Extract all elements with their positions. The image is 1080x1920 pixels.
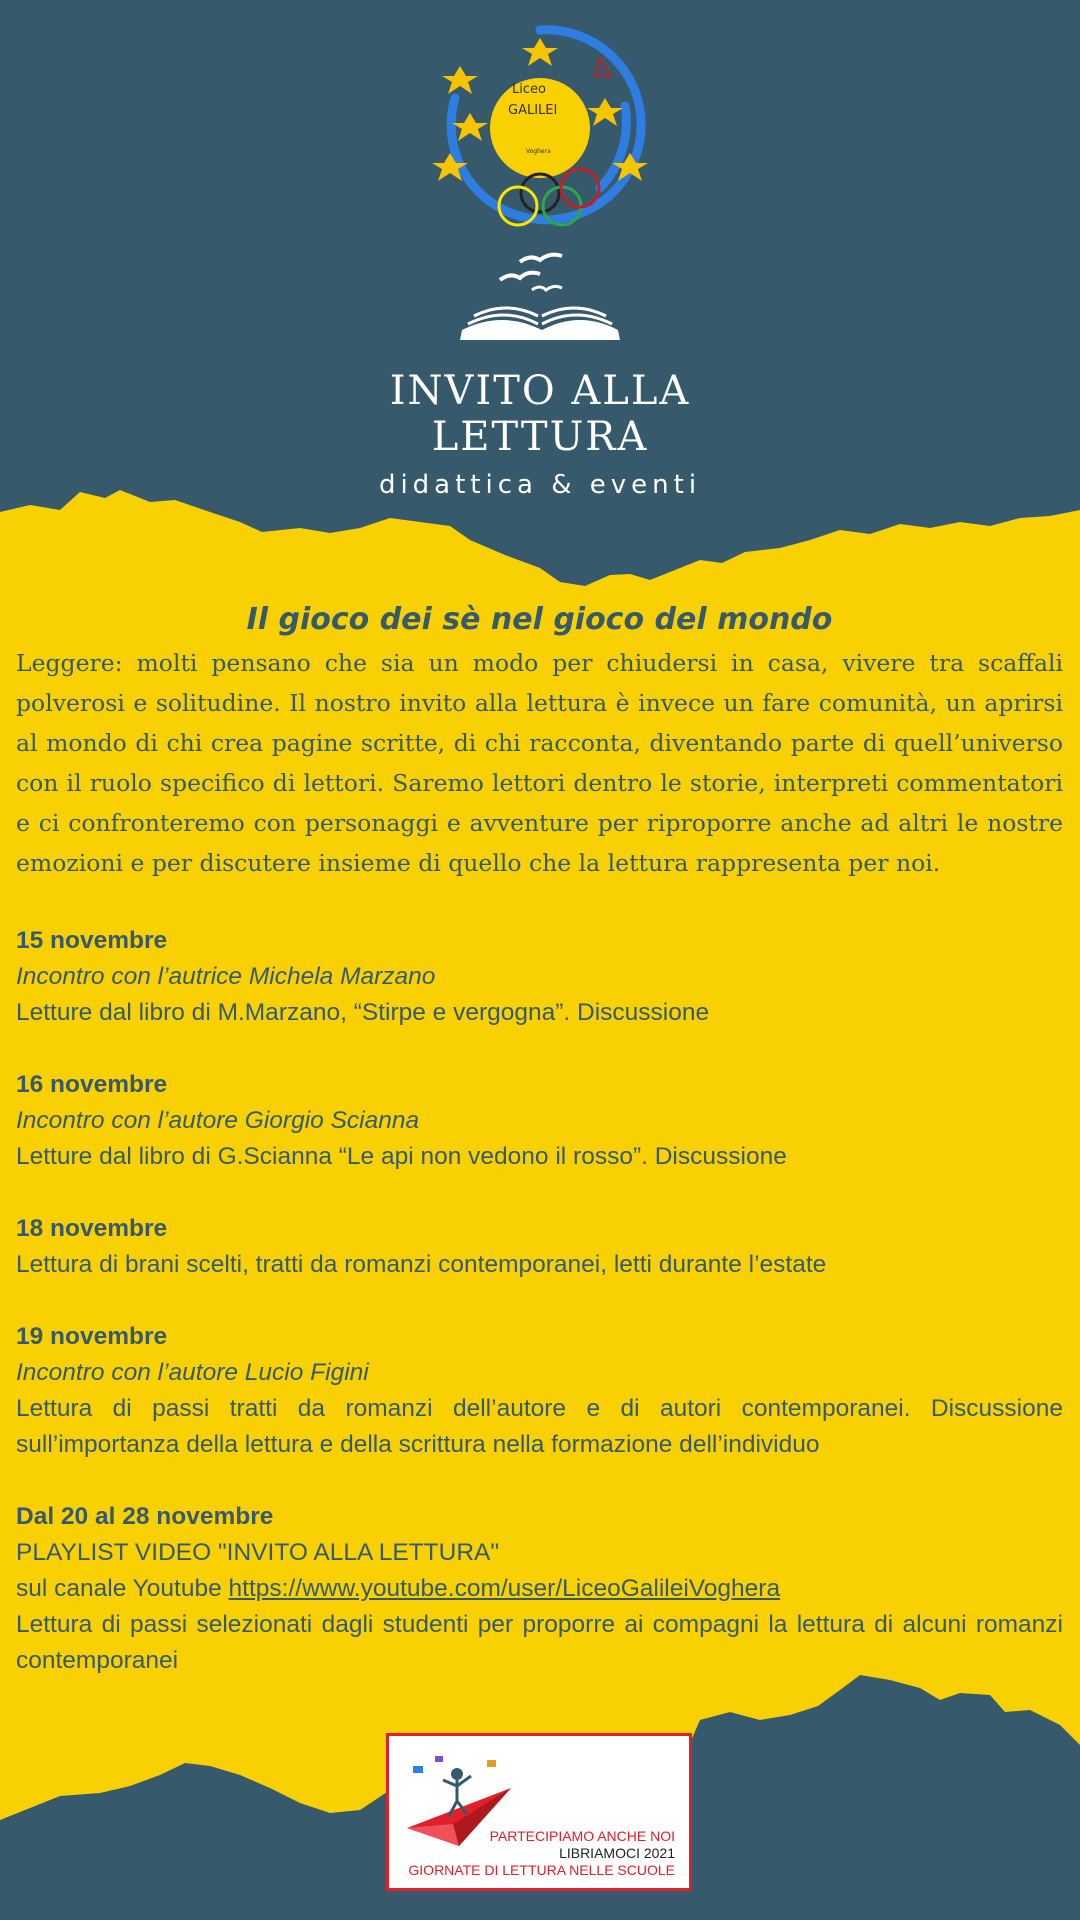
school-logo bbox=[430, 18, 650, 238]
section-title: Il gioco dei sè nel gioco del mondo bbox=[246, 602, 833, 637]
page-subtitle: didattica & eventi bbox=[378, 470, 702, 500]
page-title bbox=[0, 368, 1080, 460]
intro-paragraph: Leggere: molti pensano che sia un modo per chiudersi in casa, vivere tra scaffali polverosi e solitudine. Il nostro invito alla lettura è invece un fare comunità, un aprirsi al mondo di chi crea pagine scritte, di chi racconta, diventando parte di quell’universo con il ruolo specifico di lettori. Saremo lettori dentro le storie, interpreti commentatori e ci confronteremo con personaggi e avventure per riproporre anche ad altri le nostre emozioni e per discutere insieme di quello che la lettura rappresenta per noi. bbox=[16, 649, 1063, 877]
open-book-icon bbox=[450, 250, 630, 350]
playlist-date: Dal 20 al 28 novembre bbox=[16, 1503, 274, 1530]
event-description: Letture dal libro di G.Scianna “Le api non vedono il rosso”. Discussione bbox=[16, 1143, 787, 1170]
main-content bbox=[16, 602, 1063, 1715]
event-date: 18 novembre bbox=[16, 1215, 168, 1242]
event-guest: Incontro con l’autore Lucio Figini bbox=[16, 1359, 369, 1386]
badge-line-2: LIBRIAMOCI 2021 bbox=[559, 1845, 675, 1861]
playlist-channel-prefix: sul canale Youtube bbox=[16, 1575, 229, 1602]
event-date: 15 novembre bbox=[16, 927, 168, 954]
event-item bbox=[16, 923, 1063, 1031]
event-description: Lettura di brani scelti, tratti da romanzi contemporanei, letti durante l’estate bbox=[16, 1251, 827, 1278]
title-line-1: INVITO ALLA bbox=[389, 368, 691, 414]
event-date: 16 novembre bbox=[16, 1071, 168, 1098]
playlist-title: PLAYLIST VIDEO "INVITO ALLA LETTURA" bbox=[16, 1539, 500, 1566]
event-date: 19 novembre bbox=[16, 1323, 168, 1350]
playlist-channel bbox=[16, 1571, 1063, 1607]
events-list bbox=[16, 923, 1063, 1679]
youtube-link[interactable]: https://www.youtube.com/user/LiceoGalileiVoghera bbox=[228, 1575, 781, 1602]
libriamoci-badge bbox=[386, 1733, 692, 1891]
event-guest: Incontro con l’autore Giorgio Scianna bbox=[16, 1107, 420, 1134]
playlist-item bbox=[16, 1499, 1063, 1679]
badge-line-3: GIORNATE DI LETTURA NELLE SCUOLE bbox=[408, 1862, 675, 1878]
event-item bbox=[16, 1319, 1063, 1463]
logo-text-galilei: GALILEI bbox=[508, 103, 558, 118]
event-description: Letture dal libro di M.Marzano, “Stirpe e vergogna”. Discussione bbox=[16, 999, 710, 1026]
event-guest: Incontro con l’autrice Michela Marzano bbox=[16, 963, 436, 990]
playlist-description: Lettura di passi selezionati dagli studenti per proporre ai compagni la lettura di alcuni romanzi contemporanei bbox=[16, 1611, 1063, 1674]
event-item bbox=[16, 1211, 1063, 1283]
logo-text-voghera: Voghera bbox=[526, 148, 551, 155]
event-item bbox=[16, 1067, 1063, 1175]
title-line-2: LETTURA bbox=[431, 414, 649, 460]
event-description: Lettura di passi tratti da romanzi dell’autore e di autori contemporanei. Discussione sull’importanza della lettura e della scrittura nella formazione dell’individuo bbox=[16, 1395, 1063, 1458]
badge-line-1: PARTECIPIAMO ANCHE NOI bbox=[489, 1828, 675, 1844]
logo-text-liceo: Liceo bbox=[512, 82, 546, 97]
